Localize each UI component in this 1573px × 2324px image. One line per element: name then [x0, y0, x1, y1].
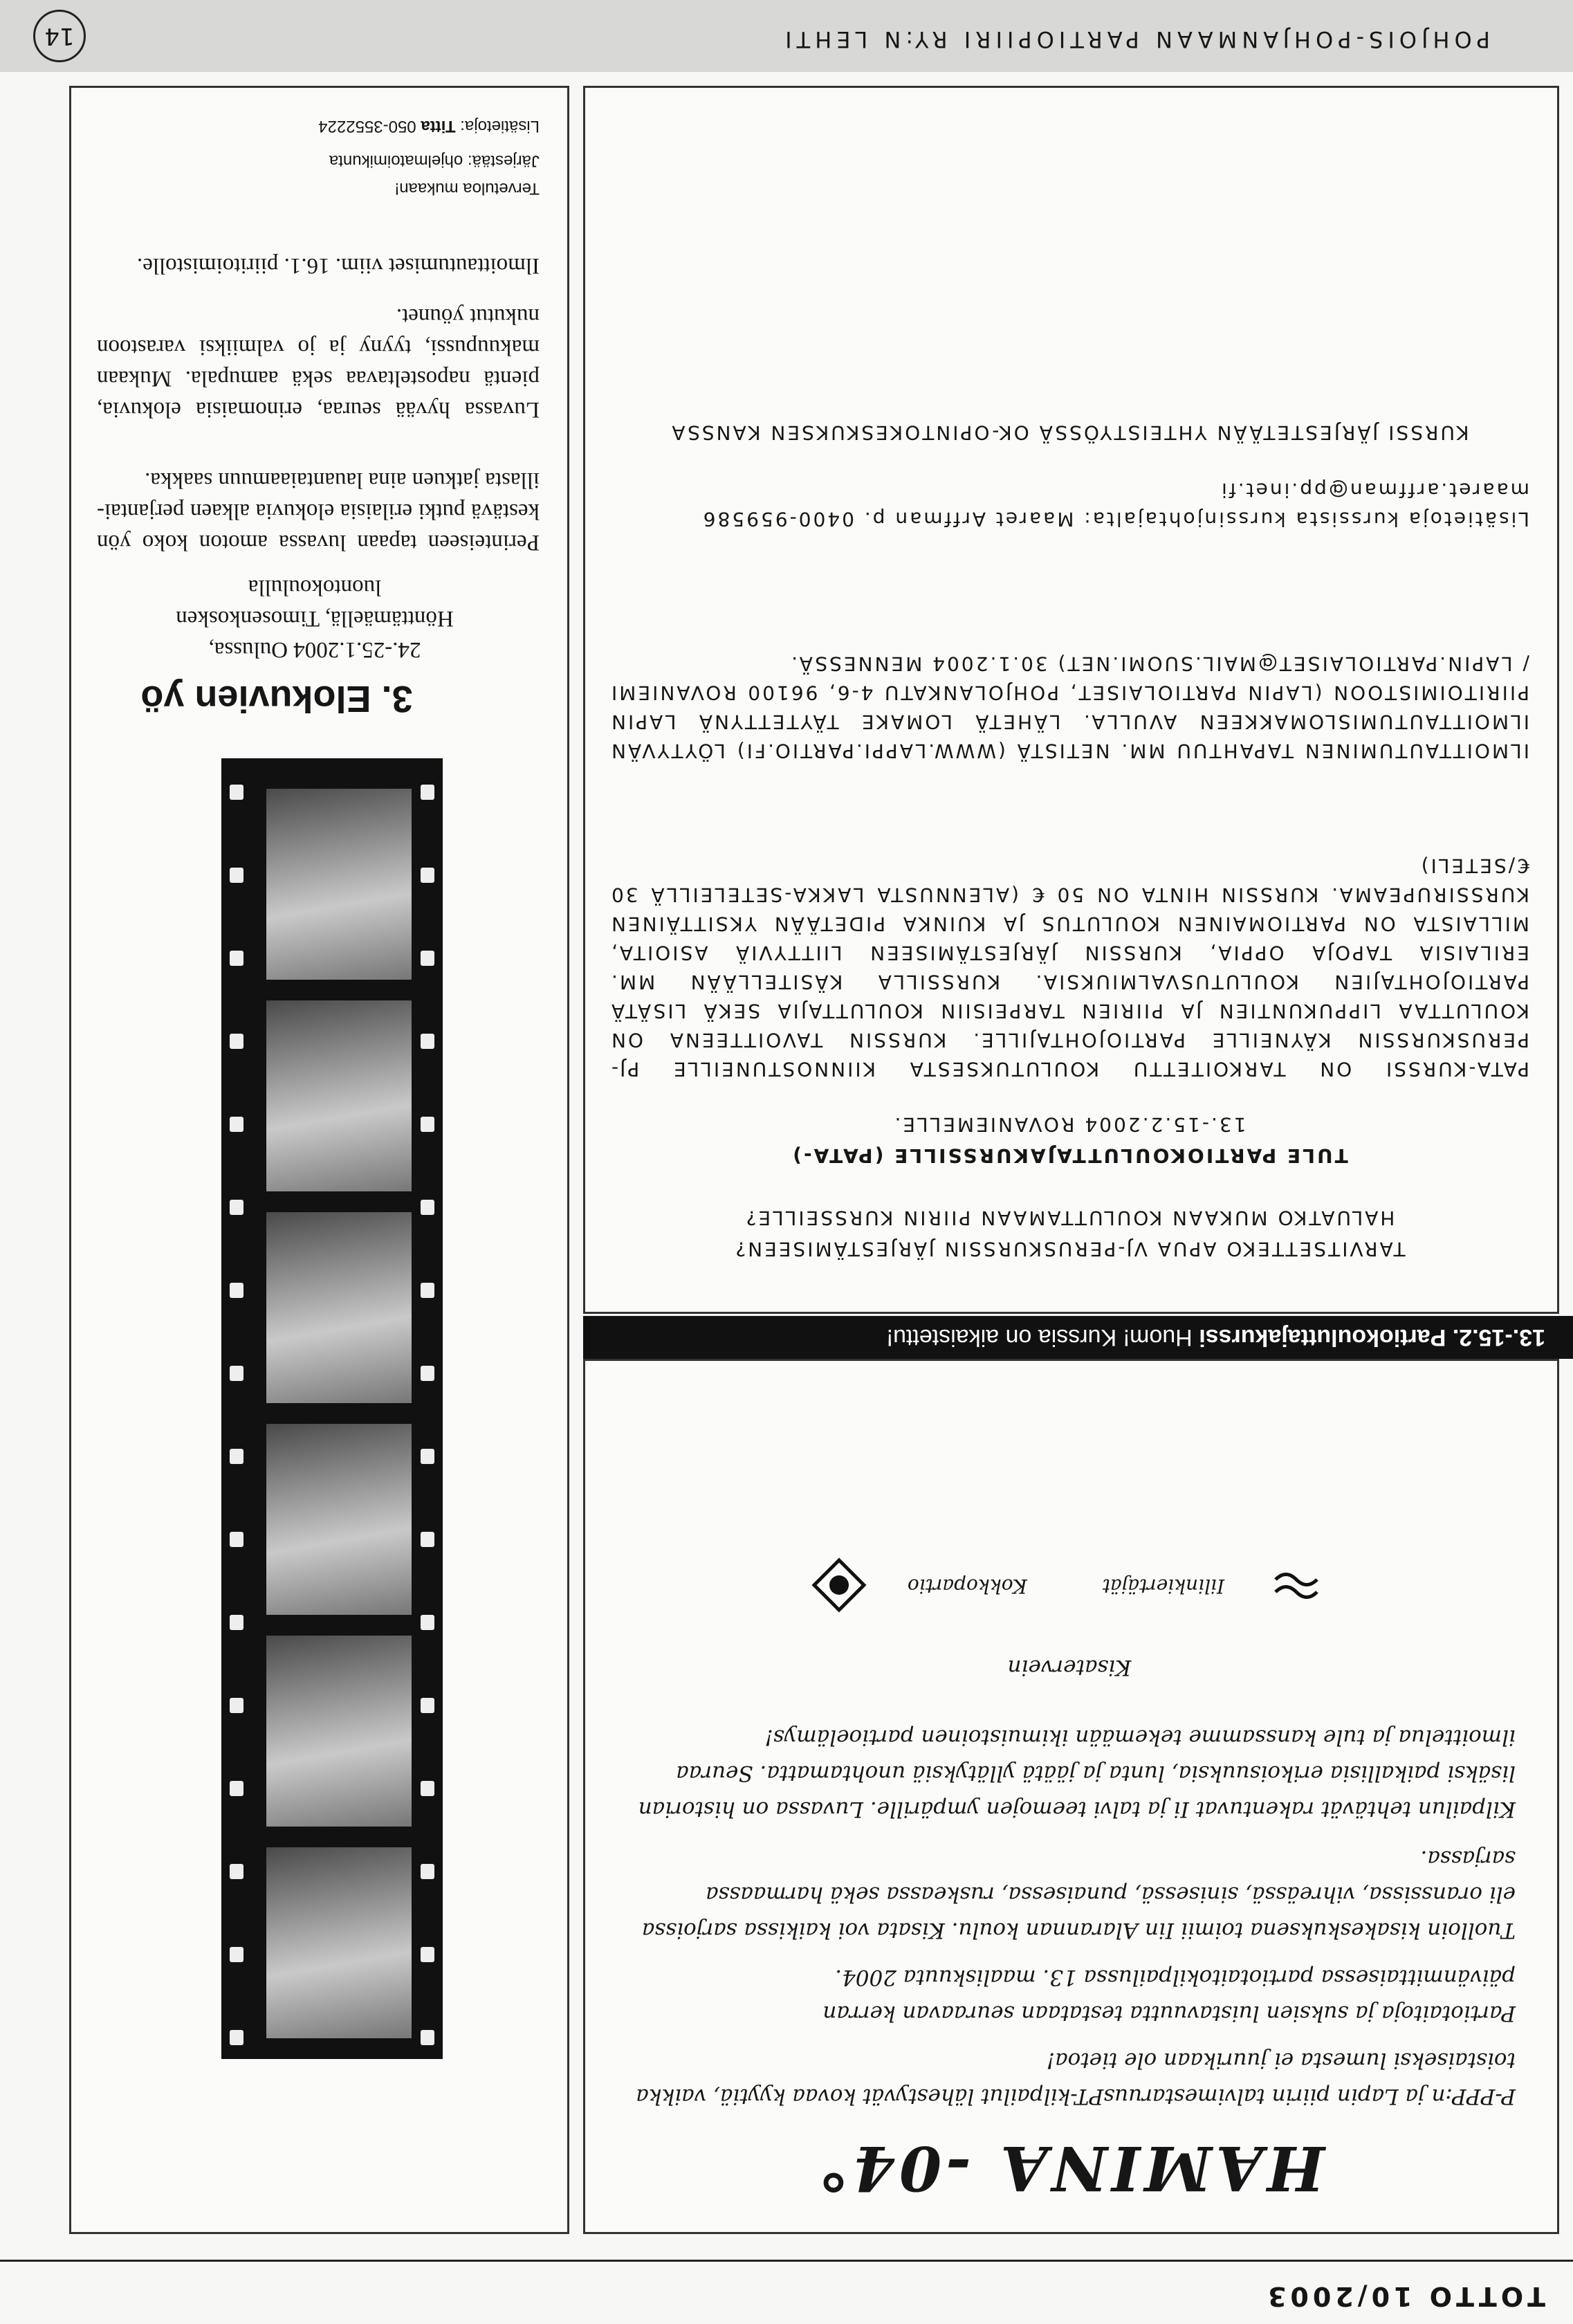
course-intro: HALUATKO MUKAAN KOULUTTAMAAN PIIRIN KURSSEILLE? [744, 1207, 1395, 1229]
sprocket-hole [230, 868, 243, 883]
hamina-box [583, 1359, 1559, 2234]
footer-rule [0, 2260, 1573, 2324]
sprocket-hole [421, 1200, 434, 1215]
hamina-intro: P-PPP:n ja Lapin piirin talvimestaruusPT-kilpailut lähestyvät kovaa kyytiä, vaikka toistaiseksi lumesta ei juurikaan ole tietoa! [636, 2048, 1516, 2109]
sprocket-hole [421, 1947, 434, 1962]
sprocket-hole [230, 1200, 243, 1215]
hamina-paragraph: Tuolloin kisakeskuksena toimii Iin Alarannan koulu. Kisata voi kaikissa sarjoissa eli oranssissa, vihreässä, sinisessä, punaisessa, ruskeassa sekä harmaassa sarjassa. [641, 1846, 1516, 1943]
course-box [583, 86, 1559, 1314]
organizer-kokkopartio: Kokkopartio [907, 1575, 1027, 1598]
magazine-issue: TOTTO 10/2003 [1264, 2281, 1545, 2312]
sprocket-hole [421, 1034, 434, 1049]
contact-phone: 050-3552224 [318, 117, 416, 136]
course-dates: 13.-15.2.2004 ROVANIEMELLE. [892, 1113, 1247, 1136]
contact-line [97, 113, 540, 139]
sprocket-hole [230, 1864, 243, 1879]
course-banner [583, 1316, 1573, 1359]
organizer-iilinkiertajat: Iilinkiertäjät [1102, 1575, 1225, 1598]
film-strip [221, 758, 443, 2059]
sprocket-hole [421, 1283, 434, 1298]
course-registration: ILMOITTAUTUMINEN TAPAHTUU MM. NETISTÄ (WWW.LAPPI.PARTIO.FI) LÖYTYVÄN ILMOITTAUTUMISLOMAKKEEN AVULLA. LÄHETÄ LOMAKE TÄYTETTYNÄ LAPIN PIIRITOIMISTOON (LAPIN PARTIOLAISET, POHJOLANKATU 4-6, 96100 ROVANIEMI / LAPIN.PARTIOLAISET@MAIL.SUOMI.NET) 30.1.2004 MENNESSÄ. [609, 652, 1529, 762]
sprocket-hole [421, 1449, 434, 1464]
film-night-location: Hönttämäellä, Timosenkosken [176, 606, 454, 631]
film-night-location-2: luontokoululla [248, 575, 382, 600]
sprocket-hole [230, 1117, 243, 1132]
sprocket-hole [230, 1615, 243, 1630]
sprocket-hole [230, 951, 243, 966]
hamina-paragraph: Kilpailun tehtävät rakentuvat Ii ja talvi teemojen ympärille. Luvassa on historian lisäksi paikallisia erikoisuuksia, lunta ja jäätä yllätyksiä unohtamatta. Seuraa ilmoittelua ja tule kanssamme tekemään ikimuistoinen partioelämys! [638, 1725, 1516, 1822]
sprocket-hole [230, 1034, 243, 1049]
course-invite: TULE PARTIOKOULUTTAJAKURSSILLE (PATA-) [791, 1144, 1348, 1167]
film-night-paragraph: Perinteiseen tapaan luvassa amoton koko yön kestävä putki erilaisia elokuvia alkaen perjantai-illasta jatkuen aina lauantaiaamuun saakka. [97, 468, 540, 555]
course-intro: TARVITSETTEKO APUA VJ-PERUSKURSSIN JÄRJESTÄMISEEN? [733, 1238, 1406, 1261]
hamina-organizers [755, 1557, 1377, 1613]
sprocket-hole [421, 2030, 434, 2045]
sprocket-hole [230, 785, 243, 800]
hamina-signoff: Kisatervein [1007, 1655, 1132, 1680]
page-number: 14 [33, 10, 86, 62]
sprocket-hole [421, 1366, 434, 1381]
film-night-paragraph: Ilmoittautumiset viim. 16.1. piiritoimistolle. [136, 253, 540, 278]
contact-name: Titta [421, 117, 456, 136]
running-head: POHJOIS-POHJANMAAN PARTIOPIIRI RY:N LEHTI [780, 26, 1490, 53]
running-head-band [0, 0, 1573, 72]
hamina-title: HAMINA -04° [813, 2132, 1325, 2204]
sprocket-hole [230, 1532, 243, 1547]
sprocket-hole [230, 2030, 243, 2045]
sprocket-hole [421, 951, 434, 966]
film-frame [266, 1847, 412, 2038]
sprocket-hole [421, 868, 434, 883]
contact-label: Lisätietoja: [460, 117, 540, 136]
sprocket-hole [421, 1781, 434, 1796]
diamond-logo-icon [811, 1557, 867, 1613]
film-frame [266, 1000, 412, 1191]
hamina-paragraph: Partiotaitoja ja suksien luistavuutta testataan seuraavan kerran päivänmittaisessa partiotaitokilpailussa 13. maaliskuuta 2004. [822, 1965, 1516, 2026]
film-night-date: 24.-25.1.2004 Oulussa, [208, 637, 421, 662]
sprocket-hole [230, 1947, 243, 1962]
film-night-title: 3. Elokuvien yö [140, 678, 413, 720]
sprocket-hole [230, 1283, 243, 1298]
film-frame [266, 1212, 412, 1403]
sprocket-hole [230, 1449, 243, 1464]
course-cooperation: KURSSI JÄRJESTETÄÄN YHTEISTYÖSSÄ OK-OPINTOKESKUKSEN KANSSA [670, 421, 1469, 444]
welcome-text: Tervetuloa mukaan! [394, 179, 540, 198]
film-frame [266, 789, 412, 980]
sprocket-hole [230, 1781, 243, 1796]
sprocket-hole [230, 1698, 243, 1713]
course-body: PATA-KURSSI ON TARKOITETTU KOULUTUKSESTA KIINNOSTUNEILLE PJ-PERUSKURSSIN KÄYNEILLE PARTIOJOHTAJILLE. KURSSIN TAVOITTEENA ON KOULUTTAA LIPPUKUNTIEN JA PIIRIEN TARPEISIIN KOULUTTAJIA SEKÄ LISÄTÄ PARTIOJOHTAJIEN KOULUTUSVALMIUKSIA. KURSSILLA KÄSITELLÄÄN MM. ERILAISIA TAPOJA OPPIA, KURSSIN JÄRJESTÄMISEEN LIITTYVIÄ ASIOITA, MILLAISTA ON PARTIOMAINEN KOULUTUS JA KUINKA PIDETÄÄN YKSITTÄINEN KURSSIRUPEAMA. KURSSIN HINTA ON 50 € (ALENNUSTA LAKKA-SETELEILLÄ 30 €/SETELI) [609, 854, 1529, 1081]
course-contact: Lisätietoja kurssista kurssinjohtajalta: Maaret Arffman p. 0400-959586 maaret.arffman@pp.inet.fi [701, 479, 1529, 531]
sprocket-hole [421, 785, 434, 800]
sprocket-hole [421, 1615, 434, 1630]
sprocket-hole [230, 1366, 243, 1381]
film-frame [266, 1424, 412, 1615]
sprocket-hole [421, 1532, 434, 1547]
film-night-box [69, 86, 569, 2234]
sprocket-hole [421, 1117, 434, 1132]
film-frame [266, 1636, 412, 1827]
course-banner-title: 13.-15.2. Partiokouluttajakurssi [1199, 1324, 1545, 1351]
film-night-paragraph: Luvassa hyvää seuraa, erinomaisia elokuvia, pientä naposteltavaa sekä aamupala. Mukaan makuupussi, tyyny ja jo valmiiksi varastoon nukutut yöunet. [97, 304, 540, 422]
wave-logo-icon [1265, 1564, 1321, 1606]
organizer-text: Järjestää: ohjelmatoimikunta [329, 152, 540, 170]
sprocket-hole [421, 1864, 434, 1879]
course-banner-note: Huom! Kurssia on aikaistettu! [886, 1324, 1193, 1351]
sprocket-hole [421, 1698, 434, 1713]
